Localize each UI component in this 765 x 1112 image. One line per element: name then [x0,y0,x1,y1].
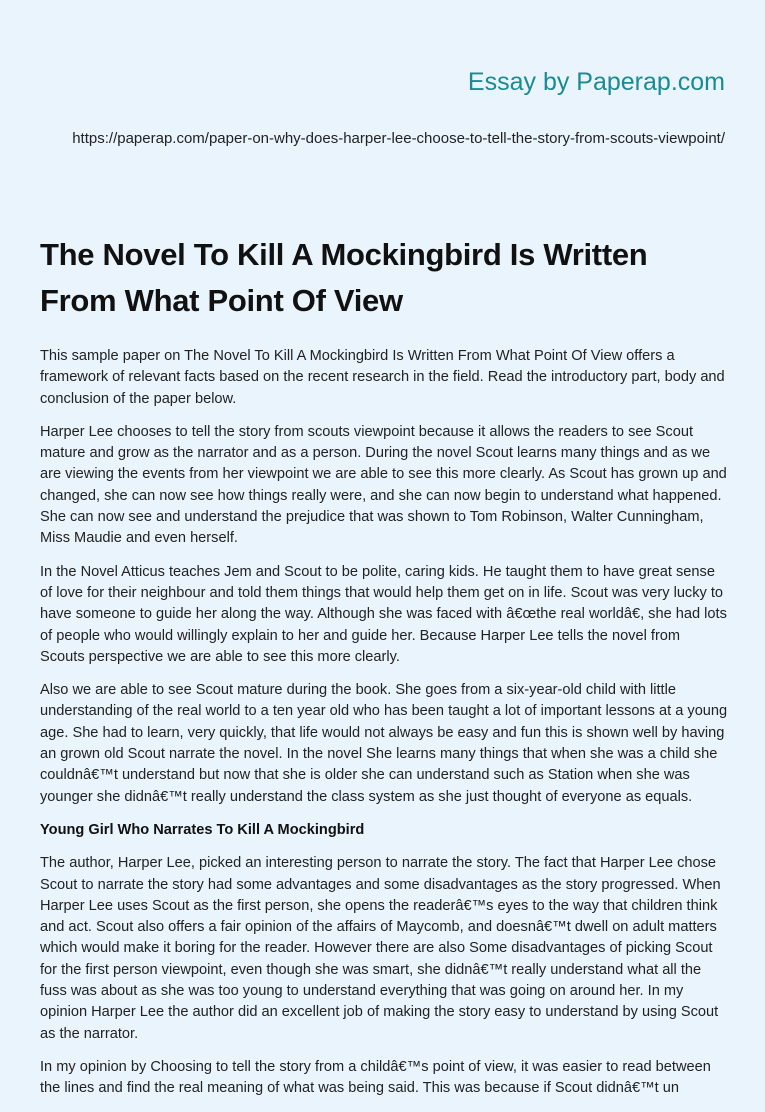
paragraph: Harper Lee chooses to tell the story from scouts viewpoint because it allows the readers to see Scout mature and grow as the narrator and as a person. During the novel Scout learns many things and as we are viewing the events from her viewpoint we are able to see this more clearly. As Scout has grown up and changed, she can now see how things really were, and she can now begin to understand what happened. She can now see and understand the prejudice that was shown to Tom Robinson, Walter Cunningham, Miss Maudie and even herself. [40,423,727,547]
page-title: The Novel To Kill A Mockingbird Is Written From What Point Of View [40,237,648,318]
paragraph: The author, Harper Lee, picked an interesting person to narrate the story. The fact that Harper Lee chose Scout to narrate the story had some advantages and some disadvantages as the story progressed. When Harper Lee uses Scout as the first person, she opens the readerâ€™s eyes to the way that children think and act. Scout also offers a fair opinion of the affairs of Maycomb, and doesnâ€™t dwell on adult matters which would make it boring for the reader. However there are also Some disadvantages of picking Scout for the first person viewpoint, even though she was smart, she didnâ€™t really understand what all the fuss was about as she was too young to understand everything that was going on around her. In my opinion Harper Lee the author did an excellent job of making the story easy to understand by using Scout as the narrator. [40,855,721,1042]
brand-link[interactable]: Essay by Paperap.com [467,68,725,96]
paragraph: In my opinion by Choosing to tell the story from a childâ€™s point of view, it was easier to read between the lines and find the real meaning of what was being said. This was because if Scout didnâ€™t un [40,1058,711,1097]
section-heading: Young Girl Who Narrates To Kill A Mockingbird [40,821,365,838]
article-body [40,346,728,1112]
paragraph: Also we are able to see Scout mature during the book. She goes from a six-year-old child with little understanding of the real world to a ten year old who has been taught a lot of important lessons at a young age. She had to learn, very quickly, that life would not always be easy and fun this is shown well by having an grown old Scout narrate the novel. In the novel She learns many things that when she was a child she couldnâ€™t understand but now that she is older she can understand such as Station when she was younger she didnâ€™t really understand the class system as she just thought of everyone as equals. [40,682,728,805]
source-url[interactable]: https://paperap.com/paper-on-why-does-harper-lee-choose-to-tell-the-story-from-scouts-viewpoint/ [72,130,725,147]
paragraph: This sample paper on The Novel To Kill A Mockingbird Is Written From What Point Of View offers a framework of relevant facts based on the recent research in the field. Read the introductory part, body and conclusion of the paper below. [40,348,725,407]
paragraph: In the Novel Atticus teaches Jem and Scout to be polite, caring kids. He taught them to have great sense of love for their neighbour and told them things that would help them get on in life. Scout was very lucky to have someone to guide her along the way. Although she was faced with â€œthe real worldâ€, she had lots of people who would willingly explain to her and guide her. Because Harper Lee tells the novel from Scouts perspective we are able to see this more clearly. [40,563,727,665]
